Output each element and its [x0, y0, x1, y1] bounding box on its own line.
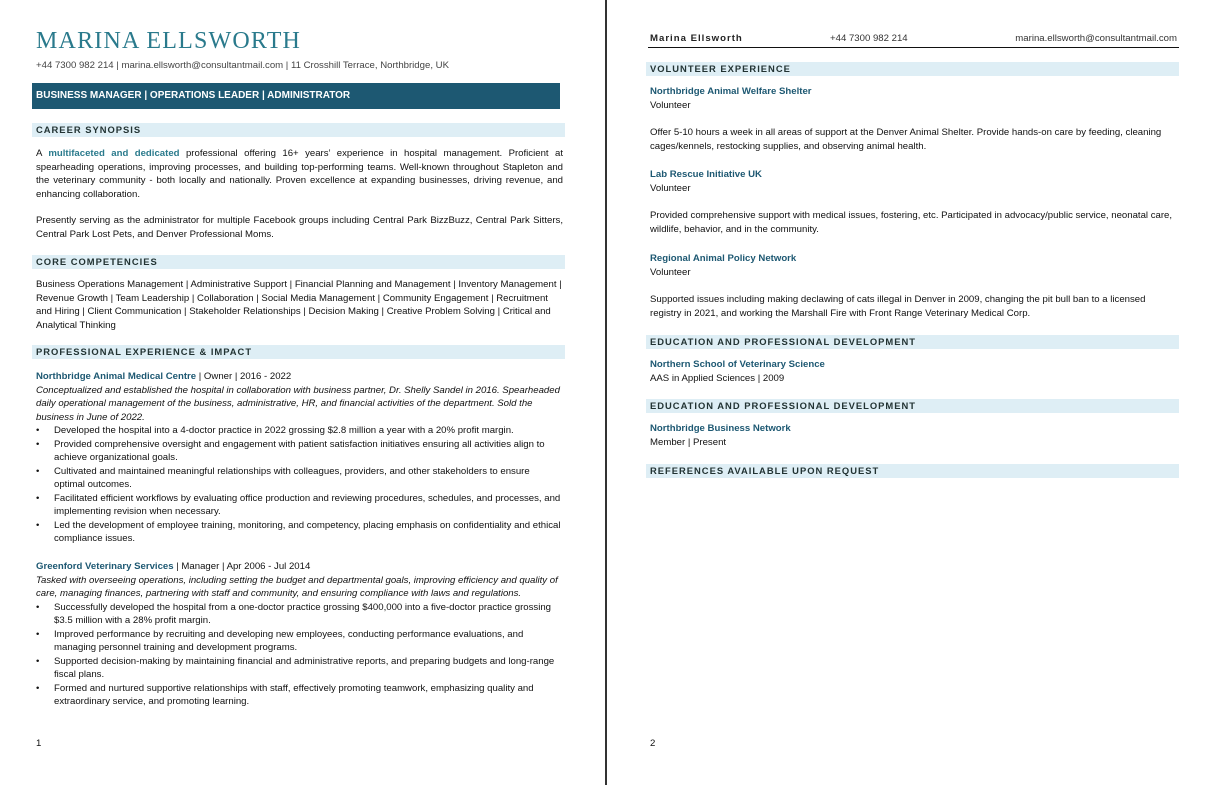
core-competencies-text: Business Operations Management | Administrative Support | Financial Planning and Management | Inventory Management | Revenue Growth | Team Leadership | Collaboration | Social Media Management | Community Engagement | Recruitment and Hiring | Client Communication | Stakeholder Relationships | Decision Making | Creative Problem Solving | Critical and Analytical Thinking — [36, 279, 562, 331]
job-meta: | Owner | 2016 - 2022 — [196, 371, 292, 382]
development-detail: Member | Present — [650, 436, 727, 448]
volunteer-entry — [650, 85, 1178, 153]
volunteer-heading: VOLUNTEER EXPERIENCE — [646, 62, 1179, 76]
job-org: Greenford Veterinary Services — [36, 561, 174, 572]
job-bullets — [36, 424, 563, 546]
job-bullet: • Formed and nurtured supportive relationships with staff, effectively promoting teamwork, emphasizing quality and extraordinary service, and promoting learning. — [36, 682, 563, 709]
volunteer-role: Volunteer — [650, 182, 691, 194]
job-org: Northbridge Animal Medical Centre — [36, 371, 197, 382]
job-bullet: • Led the development of employee training, monitoring, and competency, placing emphasis on confidentiality and ethical compliance issues. — [36, 519, 563, 546]
job-header — [36, 370, 563, 384]
title-bar: BUSINESS MANAGER | OPERATIONS LEADER | ADMINISTRATOR — [32, 83, 560, 109]
volunteer-role: Volunteer — [650, 266, 691, 278]
synopsis-highlight: multifaceted and dedicated — [48, 148, 180, 159]
job-bullet: • Improved performance by recruiting and developing new employees, conducting performance evaluations, and managing personnel training and development programs. — [36, 628, 563, 655]
job-summary: Conceptualized and established the hospital in collaboration with business partner, Dr. Shelly Sandel in 2016. Spearheaded daily operational management of the business, administrative, HR, and financial activities of the department. Sold the business in June of 2022. — [36, 384, 560, 423]
job-meta: | Manager | Apr 2006 - Jul 2014 — [173, 561, 311, 572]
education-entry — [650, 358, 1178, 385]
experience-heading: PROFESSIONAL EXPERIENCE & IMPACT — [32, 345, 565, 359]
volunteer-entry — [650, 168, 1178, 236]
volunteer-role: Volunteer — [650, 99, 691, 111]
volunteer-desc: Provided comprehensive support with medical issues, fostering, etc. Participated in advocacy/public service, neonatal care, wildlife, behavior, and in the community. — [650, 210, 1173, 235]
core-competencies-heading: CORE COMPETENCIES — [32, 255, 565, 269]
job-header — [36, 560, 563, 574]
contact-line: +44 7300 982 214 | marina.ellsworth@consultantmail.com | 11 Crosshill Terrace, Northbridge, UK — [36, 60, 449, 71]
career-synopsis-paragraph: A multifaceted and dedicated professional offering 16+ years’ experience in hospital management. Proficient at spearheading operations, improving processes, and building top-performing teams. Well-known throughout Stapleton and the veterinary community - both locally and nationally. Proven excellence at expanding businesses, driving revenue, and enhancing collaboration. — [36, 148, 564, 200]
page-number: 1 — [36, 738, 42, 749]
references-heading: REFERENCES AVAILABLE UPON REQUEST — [646, 464, 1179, 478]
volunteer-desc: Supported issues including making declawing of cats illegal in Denver in 2009, changing the pit bull ban to a licensed registry in 2021, and working the Marshall Fire with Front Range Veterinary Medical Corp. — [650, 294, 1146, 319]
volunteer-desc: Offer 5-10 hours a week in all areas of support at the Denver Animal Shelter. Provide hands-on care by feeding, cleaning cages/kennels, restocking supplies, and observing animal health. — [650, 127, 1162, 152]
career-synopsis-heading: CAREER SYNOPSIS — [32, 123, 565, 137]
job-summary: Tasked with overseeing operations, including setting the budget and departmental goals, improving efficiency and quality of care, managing finances, partnering with staff and community, and ensuring compliance with laws and regulations. — [36, 574, 558, 599]
job-bullet: • Cultivated and maintained meaningful relationships with colleagues, providers, and other stakeholders to ensure optimal outcomes. — [36, 465, 563, 492]
volunteer-org: Lab Rescue Initiative UK — [650, 169, 762, 180]
page-number: 2 — [650, 738, 656, 749]
volunteer-org: Northbridge Animal Welfare Shelter — [650, 86, 812, 97]
job-bullet: • Developed the hospital into a 4-doctor practice in 2022 grossing $2.8 million a year with a 20% profit margin. — [36, 424, 563, 438]
education-detail: AAS in Applied Sciences | 2009 — [650, 372, 785, 384]
education-heading: EDUCATION AND PROFESSIONAL DEVELOPMENT — [646, 335, 1179, 349]
volunteer-entry — [650, 252, 1178, 320]
development-heading: EDUCATION AND PROFESSIONAL DEVELOPMENT — [646, 399, 1179, 413]
job-bullet: • Facilitated efficient workflows by evaluating office production and reviewing procedures, schedules, and processes, and implementing revision when necessary. — [36, 492, 563, 519]
job-entry — [36, 560, 563, 709]
job-bullet: • Successfully developed the hospital from a one-doctor practice grossing $400,000 into a five-doctor practice grossing $3.5 million with a 28% profit margin. — [36, 601, 563, 628]
development-entry — [650, 422, 1178, 449]
job-bullet: • Supported decision-making by maintaining financial and administrative reports, and preparing budgets and long-range fiscal plans. — [36, 655, 563, 682]
development-org: Northbridge Business Network — [650, 423, 791, 434]
job-bullets — [36, 601, 563, 709]
career-synopsis-paragraph-2: Presently serving as the administrator for multiple Facebook groups including Central Park BizzBuzz, Central Park Sitters, Central Park Lost Pets, and Denver Professional Moms. — [36, 215, 563, 240]
page-header — [648, 31, 1179, 48]
job-entry — [36, 370, 563, 546]
header-name: Marina Ellsworth — [650, 33, 743, 44]
header-email: marina.ellsworth@consultantmail.com — [1015, 33, 1177, 44]
education-org: Northern School of Veterinary Science — [650, 359, 825, 370]
resume-name: MARINA ELLSWORTH — [36, 28, 302, 54]
job-bullet: • Provided comprehensive oversight and engagement with patient satisfaction initiatives ensuring all activities align to achieve organizational goals. — [36, 438, 563, 465]
volunteer-org: Regional Animal Policy Network — [650, 253, 797, 264]
header-phone: +44 7300 982 214 — [830, 33, 908, 44]
resume-page-2 — [607, 0, 1210, 785]
